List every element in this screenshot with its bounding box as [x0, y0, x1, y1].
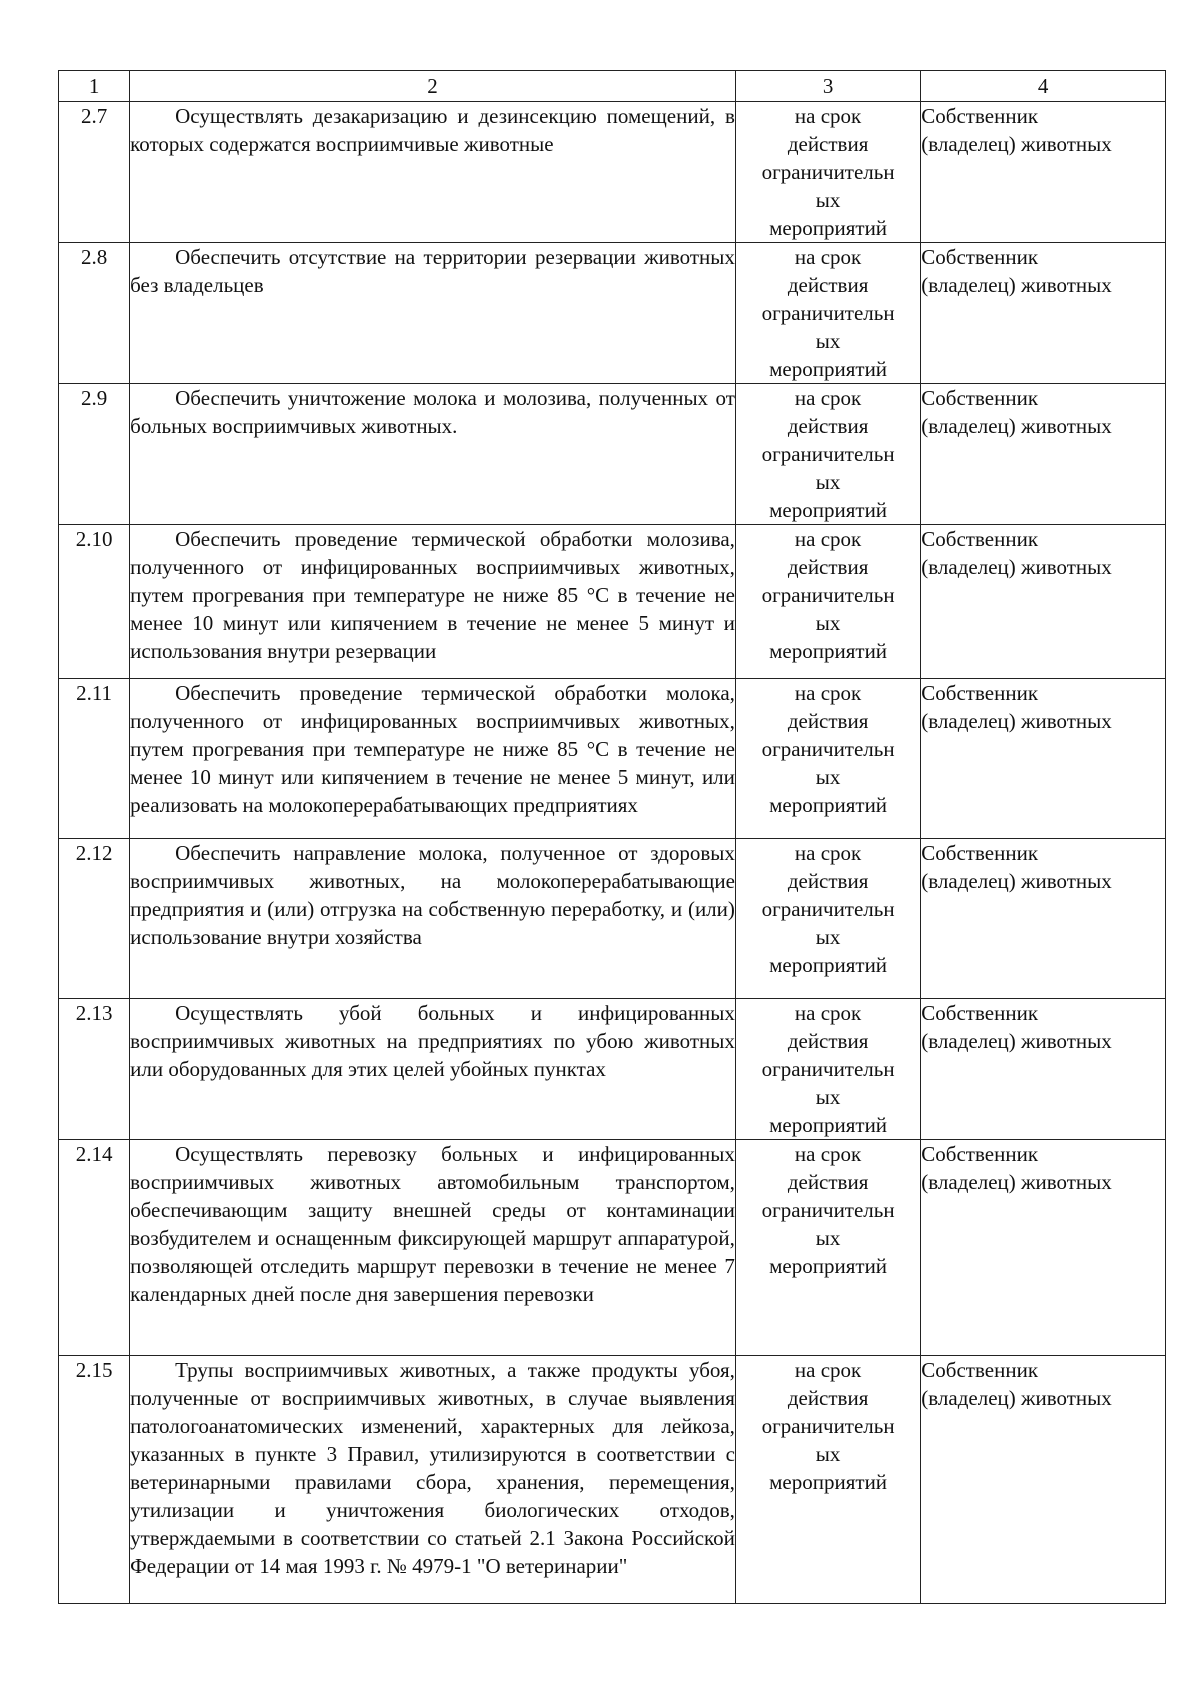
row-number: 2.10	[59, 525, 130, 679]
header-col-1: 1	[59, 71, 130, 102]
row-number: 2.14	[59, 1140, 130, 1356]
table-row	[59, 1140, 1166, 1356]
row-responsible: Собственник (владелец) животных	[921, 1356, 1166, 1604]
row-term: на срок действия ограничительн ых мероприятий	[735, 102, 920, 243]
row-number: 2.7	[59, 102, 130, 243]
row-number: 2.15	[59, 1356, 130, 1604]
row-term: на срок действия ограничительн ых мероприятий	[735, 679, 920, 839]
row-responsible: Собственник (владелец) животных	[921, 384, 1166, 525]
row-measure: Обеспечить проведение термической обработки молозива, полученного от инфицированных восприимчивых животных, путем прогревания при температуре не ниже 85 °C в течение не менее 10 минут или кипячением в течение не менее 5 минут и использования внутри резервации	[130, 525, 736, 679]
row-responsible: Собственник (владелец) животных	[921, 243, 1166, 384]
row-term: на срок действия ограничительн ых мероприятий	[735, 1140, 920, 1356]
row-term: на срок действия ограничительн ых мероприятий	[735, 384, 920, 525]
row-term: на срок действия ограничительн ых мероприятий	[735, 243, 920, 384]
row-measure: Трупы восприимчивых животных, а также продукты убоя, полученные от восприимчивых животных, в случае выявления патологоанатомических изменений, характерных для лейкоза, указанных в пункте 3 Правил, утилизируются в соответствии с ветеринарными правилами сбора, хранения, перемещения, утилизации и уничтожения биологических отходов, утверждаемыми в соответствии со статьей 2.1 Закона Российской Федерации от 14 мая 1993 г. № 4979-1 "О ветеринарии"	[130, 1356, 736, 1604]
row-number: 2.9	[59, 384, 130, 525]
row-responsible: Собственник (владелец) животных	[921, 1140, 1166, 1356]
measures-table	[58, 70, 1166, 1604]
table-row	[59, 102, 1166, 243]
row-responsible: Собственник (владелец) животных	[921, 679, 1166, 839]
row-number: 2.12	[59, 839, 130, 999]
table-row	[59, 525, 1166, 679]
row-number: 2.11	[59, 679, 130, 839]
row-term: на срок действия ограничительн ых мероприятий	[735, 525, 920, 679]
row-measure: Обеспечить отсутствие на территории резервации животных без владельцев	[130, 243, 736, 384]
row-responsible: Собственник (владелец) животных	[921, 525, 1166, 679]
row-term: на срок действия ограничительн ых мероприятий	[735, 999, 920, 1140]
row-responsible: Собственник (владелец) животных	[921, 999, 1166, 1140]
row-measure: Обеспечить уничтожение молока и молозива, полученных от больных восприимчивых животных.	[130, 384, 736, 525]
table-row	[59, 999, 1166, 1140]
header-col-4: 4	[921, 71, 1166, 102]
row-measure: Обеспечить проведение термической обработки молока, полученного от инфицированных восприимчивых животных, путем прогревания при температуре не ниже 85 °C в течение не менее 10 минут или кипячением в течение не менее 5 минут, или реализовать на молокоперерабатывающих предприятиях	[130, 679, 736, 839]
row-measure: Осуществлять дезакаризацию и дезинсекцию помещений, в которых содержатся восприимчивые животные	[130, 102, 736, 243]
table-row	[59, 1356, 1166, 1604]
row-term: на срок действия ограничительн ых мероприятий	[735, 1356, 920, 1604]
header-col-3: 3	[735, 71, 920, 102]
table-row	[59, 243, 1166, 384]
row-measure: Обеспечить направление молока, полученное от здоровых восприимчивых животных, на молокоперерабатывающие предприятия и (или) отгрузка на собственную переработку, и (или) использование внутри хозяйства	[130, 839, 736, 999]
table-row	[59, 839, 1166, 999]
row-measure: Осуществлять убой больных и инфицированных восприимчивых животных на предприятиях по убою животных или оборудованных для этих целей убойных пунктах	[130, 999, 736, 1140]
row-number: 2.13	[59, 999, 130, 1140]
table-header-row	[59, 71, 1166, 102]
row-responsible: Собственник (владелец) животных	[921, 102, 1166, 243]
row-number: 2.8	[59, 243, 130, 384]
table-row	[59, 679, 1166, 839]
row-responsible: Собственник (владелец) животных	[921, 839, 1166, 999]
row-term: на срок действия ограничительн ых мероприятий	[735, 839, 920, 999]
table-row	[59, 384, 1166, 525]
header-col-2: 2	[130, 71, 736, 102]
row-measure: Осуществлять перевозку больных и инфицированных восприимчивых животных автомобильным транспортом, обеспечивающим защиту внешней среды от контаминации возбудителем и оснащенным фиксирующей маршрут аппаратурой, позволяющей отследить маршрут перевозки в течение не менее 7 календарных дней после дня завершения перевозки	[130, 1140, 736, 1356]
